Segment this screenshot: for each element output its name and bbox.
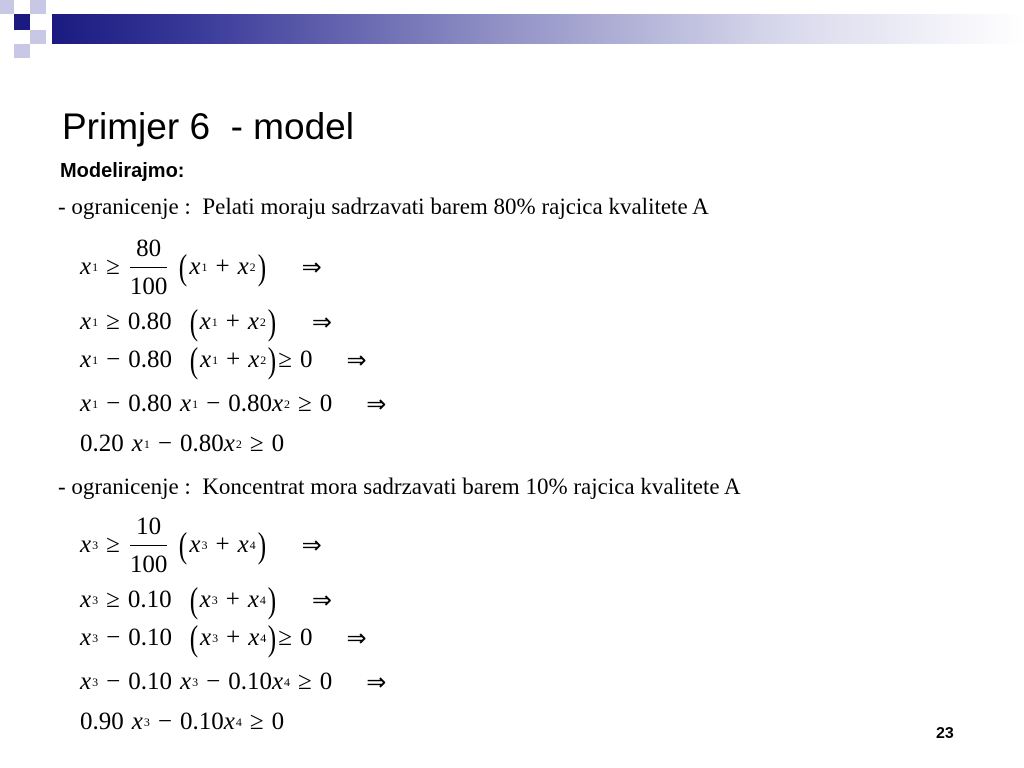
slide-title: Primjer 6 - model	[62, 106, 354, 147]
implies-icon: ⇒	[346, 347, 367, 374]
header-square	[0, 0, 14, 14]
header-square	[14, 14, 30, 30]
equation-1-2: x 1 ≥ 0.80 ( x 1 + x 2 ) ⇒	[80, 302, 333, 342]
equation-1-3: x 1 − 0.80 ( x 1 + x 2 ) ≥ 0 ⇒	[80, 340, 367, 380]
slide-subtitle: Modelirajmo:	[60, 160, 185, 182]
equation-2-4: x 3 − 0.10 x 3 − 0.10 x 4 ≥ 0 ⇒	[80, 668, 387, 696]
implies-icon: ⇒	[311, 587, 333, 614]
constraint-statement-1: - ogranicenje : Pelati moraju sadrzavati barem 80% rajcica kvalitete A	[58, 194, 709, 219]
header-square	[14, 44, 30, 58]
equation-1-5: 0.20 x 1 − 0.80 x 2 ≥ 0	[80, 430, 285, 457]
implies-icon: ⇒	[366, 669, 387, 696]
equation-1-4: x 1 − 0.80 x 1 − 0.80 x 2 ≥ 0 ⇒	[80, 390, 387, 418]
implies-icon: ⇒	[346, 625, 367, 652]
equation-2-2: x 3 ≥ 0.10 ( x 3 + x 4 ) ⇒	[80, 580, 333, 620]
equation-1-1: x 1 ≥ $\frac{80}{100}$ ( x 1 + x 2 ) ⇒	[80, 234, 322, 300]
equation-2-5: 0.90 x 3 − 0.10 x 4 ≥ 0	[80, 708, 285, 735]
header-square	[30, 30, 46, 44]
implies-icon: ⇒	[366, 391, 387, 418]
equation-2-3: x 3 − 0.10 ( x 3 + x 4 ) ≥ 0 ⇒	[80, 618, 367, 658]
constraint-statement-2: - ogranicenje : Koncentrat mora sadrzavati barem 10% rajcica kvalitete A	[58, 474, 741, 499]
implies-icon: ⇒	[301, 532, 322, 559]
page-number: 23	[936, 725, 954, 742]
implies-icon: ⇒	[301, 254, 322, 281]
implies-icon: ⇒	[311, 309, 333, 336]
header-decoration	[0, 0, 1024, 60]
fraction: $\frac{10}{100}$	[129, 512, 168, 578]
header-square	[30, 0, 46, 14]
equation-2-1: x 3 ≥ $\frac{10}{100}$ ( x 3 + x 4 ) ⇒	[80, 512, 322, 578]
fraction: $\frac{80}{100}$	[129, 234, 168, 300]
header-gradient-band	[52, 14, 1024, 44]
